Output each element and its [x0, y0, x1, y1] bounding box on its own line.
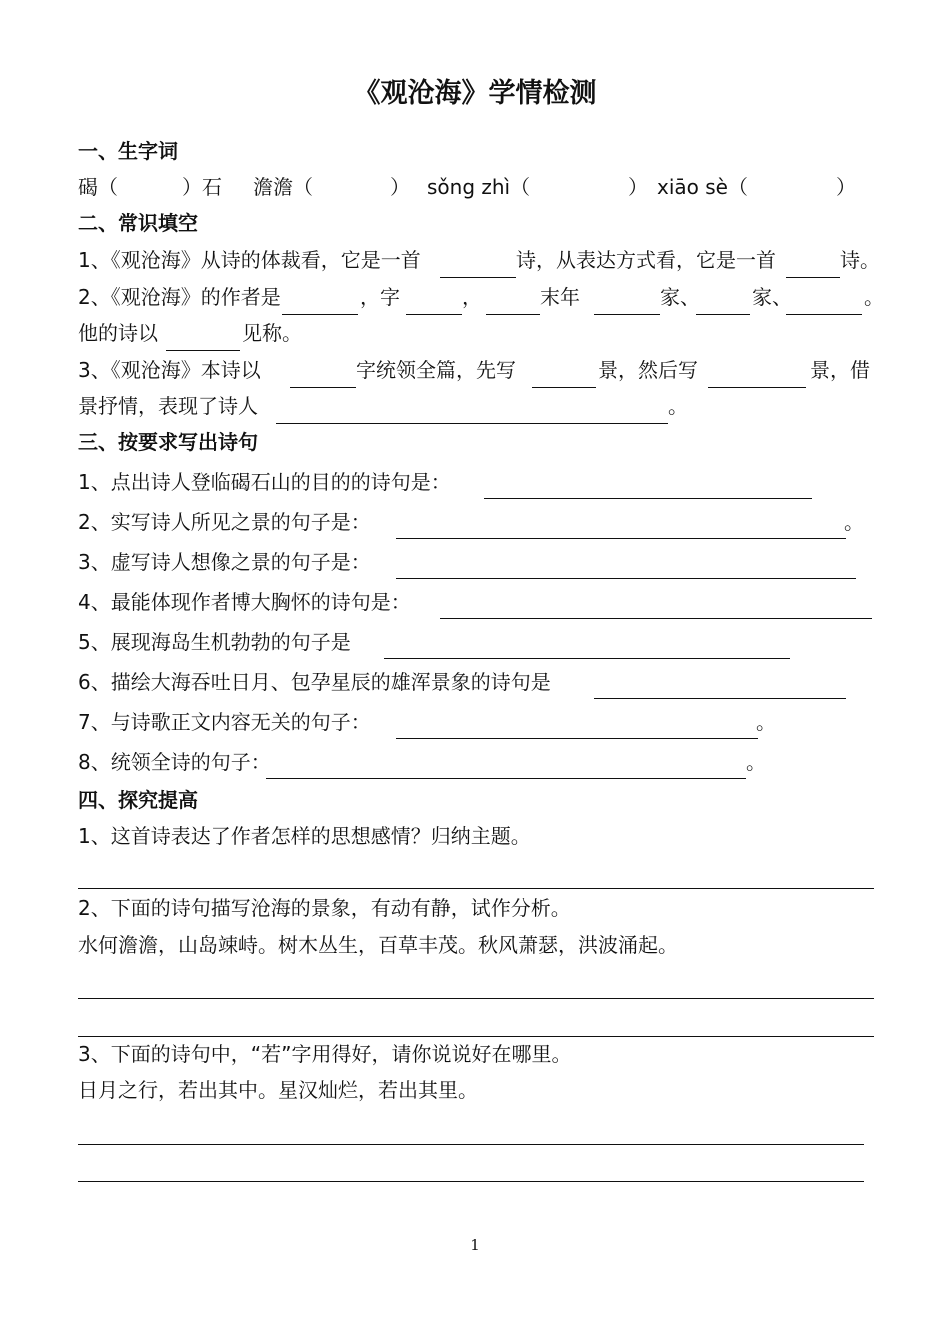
vocab-item: sǒng zhì（ [427, 175, 531, 199]
vocab-item: xiāo sè（ [657, 175, 748, 199]
answer-line[interactable] [78, 1144, 864, 1145]
poem-question-1: 1、点出诗人登临碣石山的目的的诗句是： [78, 470, 451, 494]
answer-blank[interactable] [282, 314, 358, 315]
poem-question-5: 5、展现海岛生机勃勃的句子是 [78, 630, 351, 654]
section1-heading: 一、生字词 [78, 139, 178, 163]
answer-blank[interactable] [486, 314, 540, 315]
answer-blank[interactable] [406, 314, 462, 315]
answer-blank[interactable] [786, 314, 862, 315]
answer-blank[interactable] [708, 387, 806, 388]
answer-line[interactable] [78, 888, 874, 889]
answer-blank[interactable] [440, 277, 516, 278]
vocab-item: ） [390, 175, 410, 199]
poem-question-3: 3、虚写诗人想像之景的句子是： [78, 550, 371, 574]
answer-line[interactable] [384, 658, 790, 659]
page-number: 1 [470, 1236, 480, 1254]
poem-excerpt: 日月之行，若出其中。星汉灿烂，若出其里。 [78, 1078, 478, 1102]
answer-line[interactable] [266, 778, 746, 779]
worksheet-page: 《观沧海》学情检测 一、生字词 碣（ ）石 澹澹（ ） sǒng zhì（ ） xiāo sè（ ） 二、常识填空 1、《观沧海》从诗的体裁看，它是一首 诗，从表达方式看，它是一首 诗。 2、《观沧海》的作者是 ，字 ， 末年 家、 家、 。 他的诗以 见称。 3、《观沧海》本诗以 字统领全篇，先写 景，然后写 景，借 景抒情，表现了诗人 。 三、按要求写出诗句 1、点出诗人登临碣石山的目的的诗句是： 2、实写诗人所见之景的句子是： 。 3、虚写诗人想像之景的句子是： 4、最能体现作者博大胸怀的诗句是： 5、展现海岛生机勃勃的句子是 6、描绘大海吞吐日月、包孕星辰的雄浑景象的诗句是 7、与诗歌正文内容无关的句子： 。 8、统领全诗的句子： 。 四、探究提高 1、这首诗表达了作者怎样的思想感情？归纳主题。 2、下面的诗句描写沧海的景象，有动有静，试作分析。 水何澹澹，山岛竦峙。树木丛生，百草丰茂。秋风萧瑟，洪波涌起。 3、下面的诗句中，“若”字用得好，请你说说好在哪里。 日月之行，若出其中。星汉灿烂，若出其里。 1 [0, 0, 950, 1343]
answer-line[interactable] [78, 1181, 864, 1182]
poem-question-6: 6、描绘大海吞吐日月、包孕星辰的雄浑景象的诗句是 [78, 670, 551, 694]
answer-line[interactable] [440, 618, 872, 619]
poem-excerpt: 水何澹澹，山岛竦峙。树木丛生，百草丰茂。秋风萧瑟，洪波涌起。 [78, 933, 678, 957]
poem-question-4: 4、最能体现作者博大胸怀的诗句是： [78, 590, 411, 614]
answer-line[interactable] [78, 998, 874, 999]
section4-heading: 四、探究提高 [78, 788, 198, 812]
answer-line[interactable] [396, 578, 856, 579]
vocab-item: 碣（ [78, 175, 118, 199]
answer-blank[interactable] [594, 314, 660, 315]
answer-blank[interactable] [276, 423, 668, 424]
vocab-item: ）石 [182, 175, 222, 199]
answer-blank[interactable] [290, 387, 356, 388]
inquiry-question-3: 3、下面的诗句中，“若”字用得好，请你说说好在哪里。 [78, 1042, 572, 1066]
answer-blank[interactable] [786, 277, 840, 278]
inquiry-question-2: 2、下面的诗句描写沧海的景象，有动有静，试作分析。 [78, 896, 571, 920]
answer-blank[interactable] [166, 350, 240, 351]
answer-line[interactable] [396, 738, 758, 739]
vocab-item: ） [628, 175, 648, 199]
inquiry-question-1: 1、这首诗表达了作者怎样的思想感情？归纳主题。 [78, 824, 531, 848]
vocab-item: ） [836, 175, 856, 199]
answer-line[interactable] [396, 538, 846, 539]
answer-blank[interactable] [696, 314, 750, 315]
answer-blank[interactable] [532, 387, 596, 388]
section3-heading: 三、按要求写出诗句 [78, 430, 258, 454]
answer-line[interactable] [484, 498, 812, 499]
page-title: 《观沧海》学情检测 [353, 78, 597, 109]
vocab-item: 澹澹（ [253, 175, 313, 199]
answer-line[interactable] [78, 1036, 874, 1037]
answer-line[interactable] [594, 698, 846, 699]
section2-heading: 二、常识填空 [78, 211, 198, 235]
